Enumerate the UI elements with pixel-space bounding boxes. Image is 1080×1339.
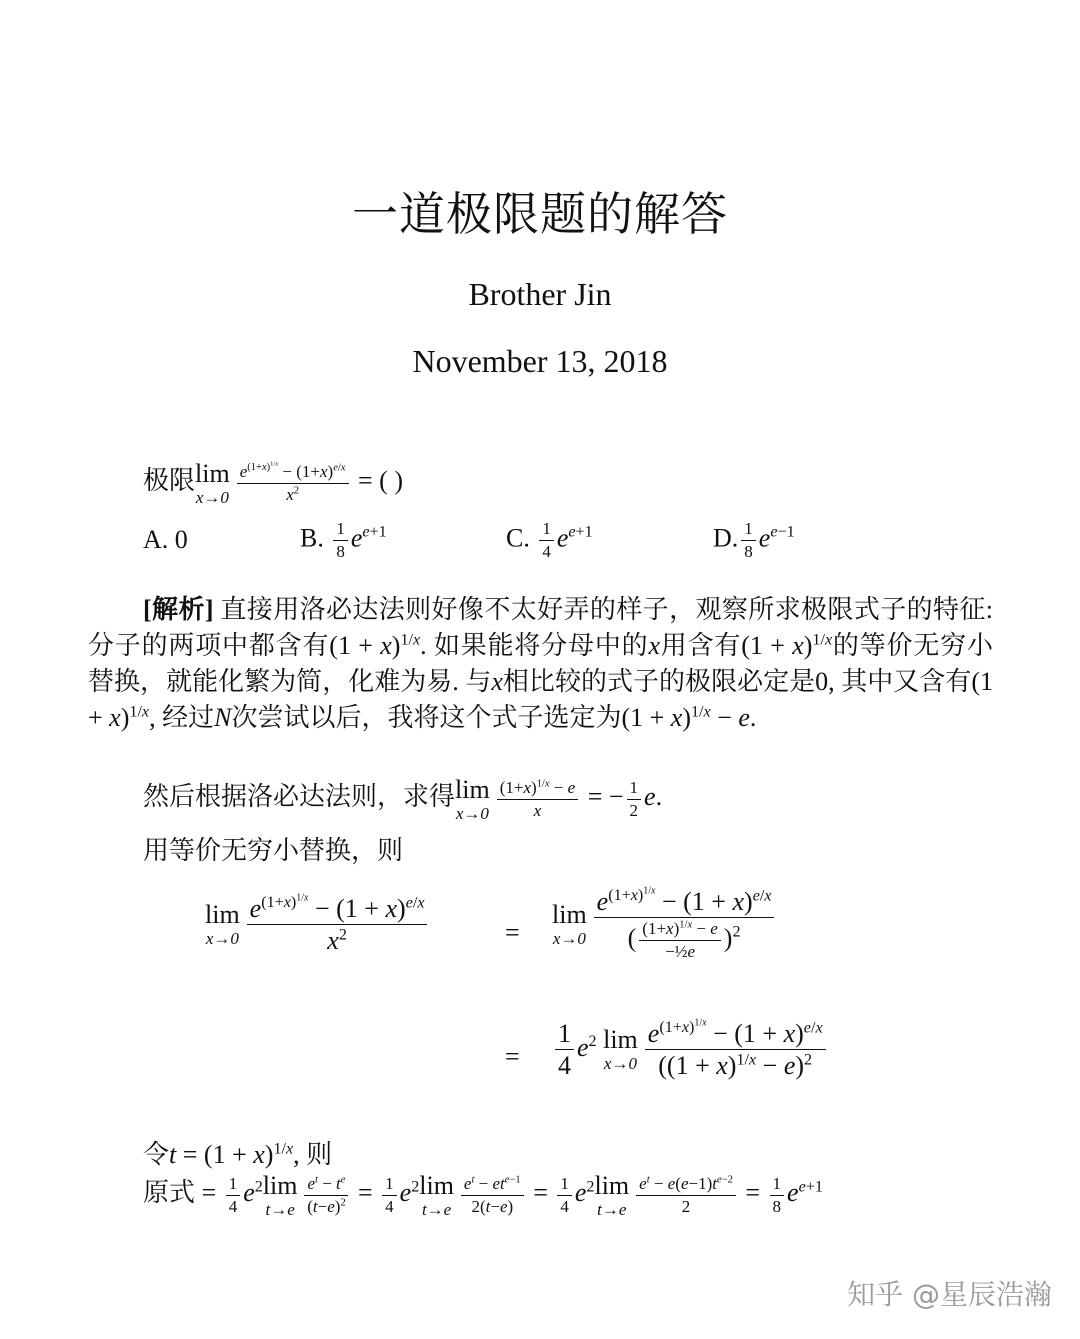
substitution-intro: 用等价无穷小替换，则: [143, 836, 404, 865]
paper-title: 一道极限题的解答: [352, 189, 728, 240]
paper-author: Brother Jin: [468, 276, 612, 312]
problem-prefix: 极限: [143, 466, 196, 495]
equation-rhs-2: $\frac{1}{4}$ $e^2$ lim x→0 $\frac{e^{(1+x)^{1/x}} - (1 + x)^{e/x}}{((1 + x)^{1/x} - e)^2}$: [552, 1020, 829, 1080]
option-c: C. $\frac{1}{4}$ $e^{e+1}$: [506, 519, 593, 561]
problem-fraction: $\frac{e^{(1+x)^{1/x}} - (1+x)^{e/x}}{x^2}$: [237, 463, 349, 504]
equation-lhs: lim x→0 $\frac{e^{(1+x)^{1/x}} - (1 + x)^{e/x}}{x^2}$: [205, 895, 430, 955]
option-b: B. $\frac{1}{8}$ $e^{e+1}$: [300, 519, 387, 561]
paper-date: November 13, 2018: [412, 343, 668, 379]
option-a: A. 0: [143, 525, 188, 554]
let-t-line: 令$t = (1 + x)^{1/x}$, 则: [143, 1140, 333, 1169]
problem-blank: = ( ): [358, 466, 403, 495]
equals-sign-2: =: [505, 1042, 520, 1071]
analysis-label: [解析]: [143, 595, 214, 624]
zhihu-watermark: 知乎 @星辰浩瀚: [847, 1278, 1052, 1311]
limit-operator: lim x→0: [195, 458, 230, 507]
equation-rhs-1: lim x→0 $e^{(1+x)^{1/x}} - (1 + x)^{e/x}$ ( $\frac{(1+x)^{1/x} - e}{\text{−½e}}$ )$^2$: [552, 888, 777, 961]
option-d: D. $\frac{1}{8}$ $e^{e-1}$: [713, 519, 795, 561]
lhospital-line: 然后根据洛必达法则，求得 lim x→0 $\frac{(1+x)^{1/x} - e}{x}$ = − $\frac{1}{2}$ e.: [143, 774, 663, 823]
final-computation: 原式 = $\frac{1}{4}$ $e^2$ lim t→e $\frac{e^t - t^e}{(t-e)^2}$ = $\frac{1}{4}$ $e^2$ lim t→e $\frac{e^t - et^{e-1}}{2(t-e)}$ = $\frac{1}{4}$ $e^2$ lim t→e $\frac{e^t - e(e-1)t^{e-2}}{2}$ = $\frac{1}{8}$ $e^{e+1}$: [143, 1170, 823, 1219]
equals-sign-1: =: [505, 918, 520, 947]
analysis-paragraph: [解析] 直接用洛必达法则好像不太好弄的样子，观察所求极限式子的特征: 分子的两项中都含有$(1 + x)^{1/x}$. 如果能将分母中的x用含有$(1 + x)^{1/x}$的等价无穷小替换，就能化繁为简，化难为易. 与x相比较的式子的极限必定是0, 其中又含有$(1 + x)^{1/x}$, 经过N次尝试以后，我将这个式子选定为$(1 + x)^{1/x} - e$.: [88, 595, 994, 732]
problem-statement: [143, 460, 403, 506]
